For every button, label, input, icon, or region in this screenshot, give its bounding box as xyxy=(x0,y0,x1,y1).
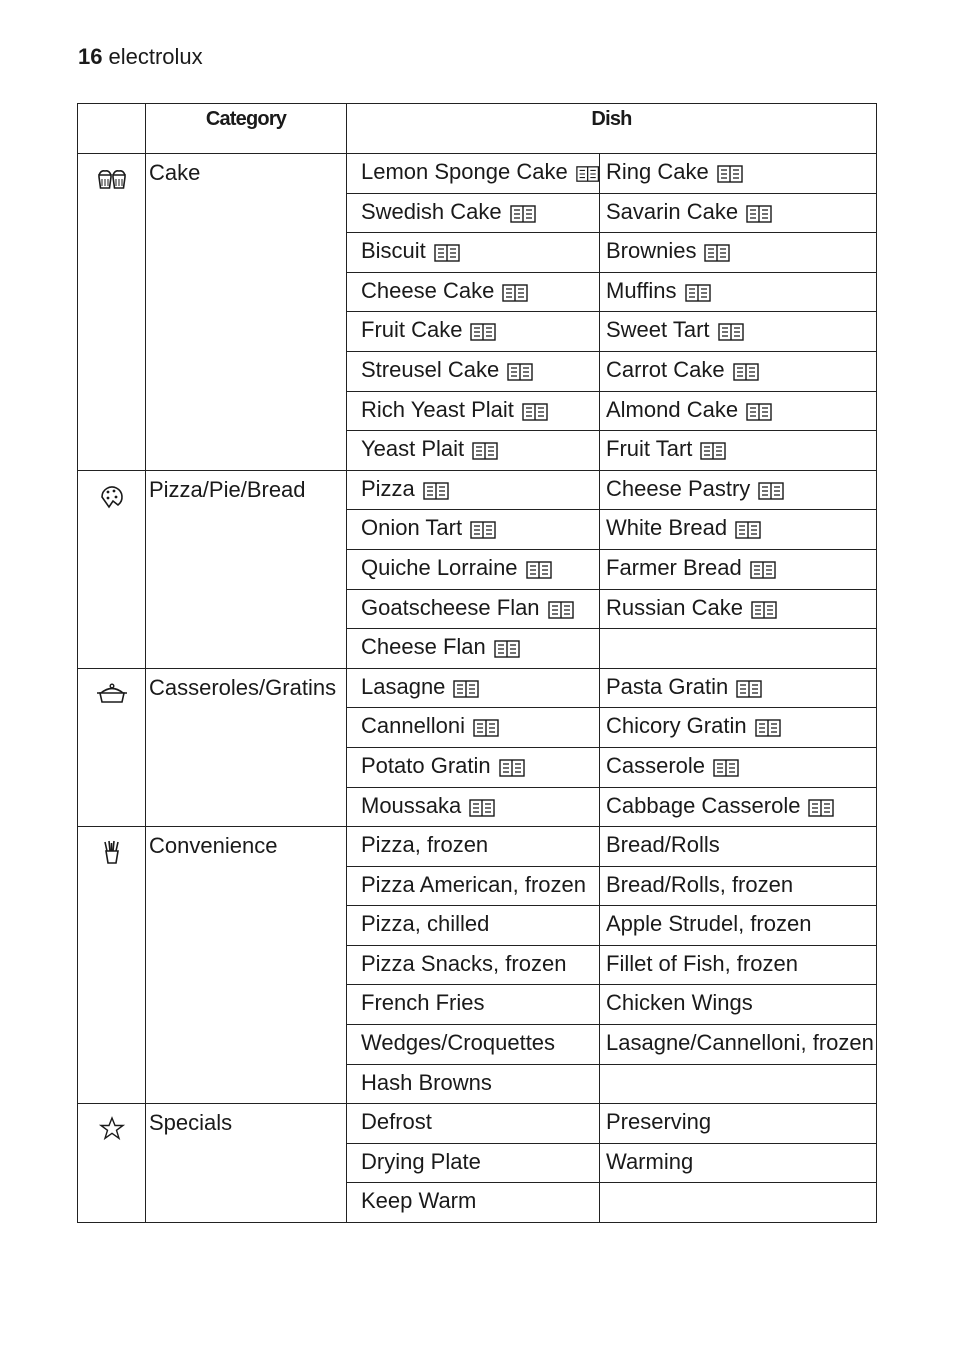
recipe-book-icon xyxy=(502,284,528,302)
dish-cell xyxy=(600,590,876,629)
dish-name: Bread/Rolls xyxy=(606,832,720,858)
dish-name: Cheese Pastry xyxy=(606,475,751,501)
dish-cell xyxy=(600,431,876,470)
dish-name: Almond Cake xyxy=(606,396,739,422)
table-row xyxy=(347,748,876,788)
dish-name: French Fries xyxy=(361,990,485,1016)
dish-name: Pizza, frozen xyxy=(361,832,489,858)
table-row xyxy=(347,946,876,986)
dish-cell xyxy=(347,1025,600,1064)
recipe-book-icon xyxy=(713,759,739,777)
french-fries-icon xyxy=(78,827,146,1103)
recipe-book-icon xyxy=(755,719,781,737)
dish-name: Quiche Lorraine xyxy=(361,554,518,580)
recipe-book-icon xyxy=(758,482,784,500)
dish-name: Goatscheese Flan xyxy=(361,594,540,620)
dish-cell xyxy=(347,1144,600,1183)
recipe-book-icon xyxy=(735,521,761,539)
dish-name: Cheese Cake xyxy=(361,277,495,303)
dish-name: Pasta Gratin xyxy=(606,673,729,699)
recipe-book-icon xyxy=(750,561,776,579)
table-row xyxy=(347,1104,876,1144)
recipe-book-icon xyxy=(736,680,762,698)
cake-icon xyxy=(78,154,146,470)
dish-name: Keep Warm xyxy=(361,1188,477,1214)
dish-rows xyxy=(347,471,876,668)
category-group xyxy=(78,827,876,1104)
dish-name: Preserving xyxy=(606,1109,712,1135)
recipe-book-icon xyxy=(423,482,449,500)
header-icon-cell xyxy=(78,104,146,153)
dish-name: Cheese Flan xyxy=(361,634,486,660)
dish-name: Apple Strudel, frozen xyxy=(606,911,812,937)
dish-name: Pizza xyxy=(361,475,415,501)
dish-rows xyxy=(347,154,876,470)
recipe-book-icon xyxy=(472,442,498,460)
category-group xyxy=(78,471,876,669)
recipe-book-icon xyxy=(453,680,479,698)
table-row xyxy=(347,510,876,550)
dish-name: Potato Gratin xyxy=(361,752,491,778)
dish-cell xyxy=(600,748,876,787)
dish-cell xyxy=(600,708,876,747)
dish-cell xyxy=(600,1065,876,1104)
recipe-book-icon xyxy=(704,244,730,262)
recipe-book-icon xyxy=(576,165,599,183)
recipe-book-icon xyxy=(526,561,552,579)
recipe-book-icon xyxy=(494,640,520,658)
dish-name: Pizza American, frozen xyxy=(361,871,586,897)
dish-cell xyxy=(347,1065,600,1104)
dish-cell xyxy=(347,748,600,787)
recipe-book-icon xyxy=(746,403,772,421)
dish-name: Onion Tart xyxy=(361,515,463,541)
dish-cell xyxy=(600,392,876,431)
dish-name: Casserole xyxy=(606,752,706,778)
table-row xyxy=(347,194,876,234)
dish-cell xyxy=(347,985,600,1024)
dish-cell xyxy=(600,867,876,906)
recipe-book-icon xyxy=(808,799,834,817)
recipe-book-icon xyxy=(746,205,772,223)
dish-cell xyxy=(347,312,600,351)
dish-cell xyxy=(347,352,600,391)
casserole-pot-icon xyxy=(78,669,146,826)
dish-cell xyxy=(347,273,600,312)
dish-cell xyxy=(600,312,876,351)
dish-name: Pizza, chilled xyxy=(361,911,490,937)
header-dish: Dish xyxy=(591,108,632,130)
dish-cell xyxy=(600,985,876,1024)
table-row xyxy=(347,906,876,946)
dish-name: Ring Cake xyxy=(606,159,709,184)
dish-cell xyxy=(600,233,876,272)
dish-cell xyxy=(600,669,876,708)
table-row xyxy=(347,629,876,668)
dish-name: Cabbage Casserole xyxy=(606,792,801,818)
table-row xyxy=(347,669,876,709)
dish-rows xyxy=(347,827,876,1103)
table-row xyxy=(347,1183,876,1222)
table-row xyxy=(347,867,876,907)
dish-cell xyxy=(347,669,600,708)
dish-name: Carrot Cake xyxy=(606,356,725,382)
brand-name: electrolux xyxy=(108,44,203,69)
dish-cell xyxy=(600,154,876,193)
table-row xyxy=(347,352,876,392)
dish-name: Wedges/Croquettes xyxy=(361,1030,556,1056)
category-label: Specials xyxy=(146,1104,347,1222)
dish-name: Rich Yeast Plait xyxy=(361,396,514,422)
recipe-book-icon xyxy=(469,799,495,817)
recipe-book-icon xyxy=(510,205,536,223)
dish-name: Lasagne xyxy=(361,673,446,699)
table-row xyxy=(347,273,876,313)
dish-cell xyxy=(600,352,876,391)
pizza-icon xyxy=(78,471,146,668)
dish-name: Fruit Tart xyxy=(606,436,693,462)
dish-name: Cannelloni xyxy=(361,713,465,739)
dish-cell xyxy=(347,906,600,945)
dish-name: Savarin Cake xyxy=(606,198,739,224)
table-row xyxy=(347,827,876,867)
table-row xyxy=(347,431,876,470)
dish-name: Drying Plate xyxy=(361,1148,481,1174)
table-row xyxy=(347,590,876,630)
dish-name: Fruit Cake xyxy=(361,317,463,343)
recipe-book-icon xyxy=(717,165,743,183)
table-row xyxy=(347,708,876,748)
dish-name: Muffins xyxy=(606,277,677,303)
dish-cell xyxy=(600,1183,876,1222)
dish-name: Biscuit xyxy=(361,238,426,264)
table-header-row xyxy=(78,104,876,154)
dish-cell xyxy=(347,867,600,906)
dish-cell xyxy=(347,1183,600,1222)
table-row xyxy=(347,312,876,352)
table-row xyxy=(347,1025,876,1065)
dish-name: Chicory Gratin xyxy=(606,713,747,739)
dish-cell xyxy=(600,629,876,668)
dish-cell xyxy=(600,1025,876,1064)
dish-cell xyxy=(347,708,600,747)
recipe-book-icon xyxy=(473,719,499,737)
table-row xyxy=(347,788,876,827)
dish-name: Bread/Rolls, frozen xyxy=(606,871,794,897)
recipe-book-icon xyxy=(751,601,777,619)
category-label: Casseroles/Gratins xyxy=(146,669,347,826)
table-row xyxy=(347,154,876,194)
table-row xyxy=(347,233,876,273)
recipe-book-icon xyxy=(700,442,726,460)
dish-cell xyxy=(600,273,876,312)
dish-cell xyxy=(347,1104,600,1143)
dish-rows xyxy=(347,1104,876,1222)
dish-cell xyxy=(600,788,876,827)
page-header xyxy=(78,44,203,70)
dish-cell xyxy=(347,194,600,233)
dish-cell xyxy=(347,827,600,866)
dish-name: Defrost xyxy=(361,1109,432,1135)
dish-cell xyxy=(347,233,600,272)
dish-name: Fillet of Fish, frozen xyxy=(606,950,798,976)
dish-name: Russian Cake xyxy=(606,594,743,620)
dish-name: Sweet Tart xyxy=(606,317,710,343)
dish-name: Lasagne/Cannelloni, frozen xyxy=(606,1030,874,1056)
table-row xyxy=(347,550,876,590)
header-category: Category xyxy=(146,104,347,153)
dish-cell xyxy=(347,550,600,589)
dish-cell xyxy=(600,946,876,985)
dish-cell xyxy=(347,788,600,827)
dish-cell xyxy=(347,392,600,431)
dish-cell xyxy=(347,154,600,193)
dish-cell xyxy=(347,590,600,629)
recipe-book-icon xyxy=(548,601,574,619)
dish-cell xyxy=(600,471,876,510)
page-number: 16 xyxy=(78,44,103,69)
recipe-book-icon xyxy=(470,521,496,539)
recipe-book-icon xyxy=(733,363,759,381)
dish-cell xyxy=(347,431,600,470)
table-row xyxy=(347,471,876,511)
dish-name: Brownies xyxy=(606,238,697,264)
dish-cell xyxy=(600,1104,876,1143)
dish-name: Pizza Snacks, frozen xyxy=(361,950,567,976)
recipe-book-icon xyxy=(434,244,460,262)
dish-name: Streusel Cake xyxy=(361,356,500,382)
dish-cell xyxy=(600,550,876,589)
table-row xyxy=(347,1065,876,1104)
recipe-book-icon xyxy=(718,323,744,341)
table-row xyxy=(347,985,876,1025)
recipe-book-icon xyxy=(499,759,525,777)
dish-cell xyxy=(347,471,600,510)
dish-cell xyxy=(347,629,600,668)
star-icon xyxy=(78,1104,146,1222)
category-group xyxy=(78,154,876,471)
category-group xyxy=(78,1104,876,1222)
dish-cell xyxy=(600,906,876,945)
recipe-book-icon xyxy=(470,323,496,341)
dish-cell xyxy=(347,946,600,985)
dish-cell xyxy=(600,194,876,233)
dish-cell xyxy=(600,510,876,549)
table-row xyxy=(347,1144,876,1184)
dish-name: Yeast Plait xyxy=(361,436,465,462)
recipe-book-icon xyxy=(685,284,711,302)
dish-cell xyxy=(347,510,600,549)
recipe-book-icon xyxy=(507,363,533,381)
dish-cell xyxy=(600,1144,876,1183)
dish-name: White Bread xyxy=(606,515,728,541)
dish-category-table xyxy=(77,103,877,1223)
dish-name: Hash Browns xyxy=(361,1069,492,1095)
recipe-book-icon xyxy=(522,403,548,421)
dish-rows xyxy=(347,669,876,826)
dish-cell xyxy=(600,827,876,866)
dish-name: Moussaka xyxy=(361,792,462,818)
category-group xyxy=(78,669,876,827)
dish-name: Chicken Wings xyxy=(606,990,753,1016)
category-label: Convenience xyxy=(146,827,347,1103)
category-label: Pizza/Pie/Bread xyxy=(146,471,347,668)
dish-name: Lemon Sponge Cake xyxy=(361,159,568,184)
dish-name: Warming xyxy=(606,1148,694,1174)
table-row xyxy=(347,392,876,432)
dish-name: Swedish Cake xyxy=(361,198,502,224)
category-label: Cake xyxy=(146,154,347,470)
dish-name: Farmer Bread xyxy=(606,554,742,580)
table-body xyxy=(78,154,876,1222)
